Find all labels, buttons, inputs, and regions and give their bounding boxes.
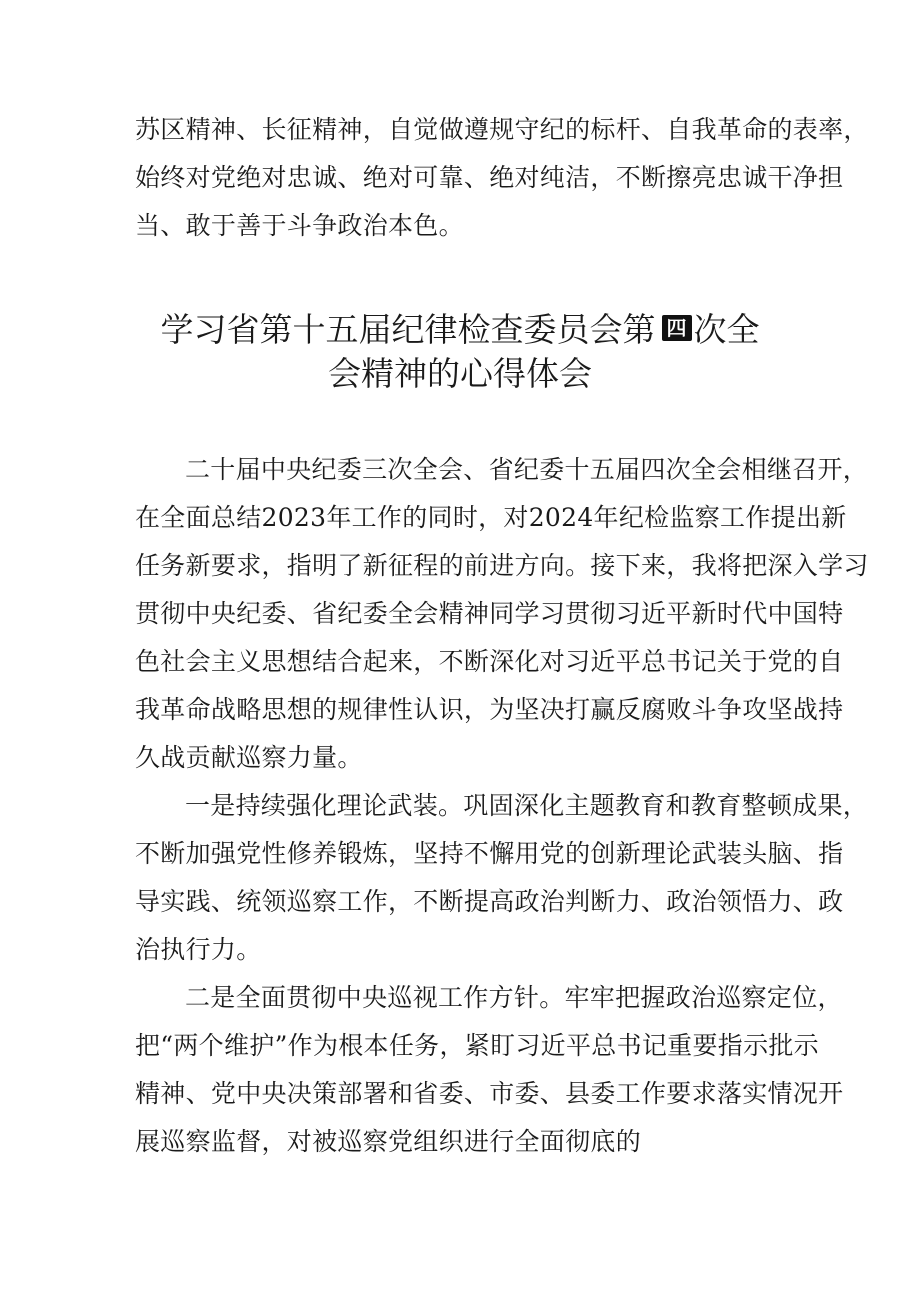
text-line: 任务新要求，指明了新征程的前进方向。接下来，我将把深入学习 (135, 551, 869, 580)
top-paragraph (135, 106, 869, 250)
text-line: 在全面总结2023年工作的同时，对2024年纪检监察工作提出新 (135, 503, 847, 532)
paragraph-point-two (135, 974, 844, 1166)
text-line: 二是全面贯彻中央巡视工作方针。牢牢把握政治巡察定位， (185, 983, 843, 1012)
title-highlight-mark: 四 (662, 315, 692, 341)
paragraph-point-one (135, 782, 869, 974)
text-line: 当、敢于善于斗争政治本色。 (135, 211, 464, 240)
text-line: 二十届中央纪委三次全会、省纪委十五届四次全会相继召开， (185, 455, 869, 484)
text-line: 精神、党中央决策部署和省委、市委、县委工作要求落实情况开 (135, 1079, 844, 1108)
text-line: 展巡察监督，对被巡察党组织进行全面彻底的 (135, 1127, 642, 1156)
text-line: 始终对党绝对忠诚、绝对可靠、绝对纯洁，不断擦亮忠诚干净担 (135, 163, 844, 192)
paragraph-intro (135, 446, 869, 782)
text-line: 导实践、统领巡察工作，不断提高政治判断力、政治领悟力、政 (135, 887, 844, 916)
page-title (0, 308, 920, 396)
text-line: 把“两个维护”作为根本任务，紧盯习近平总书记重要指示批示 (135, 1031, 819, 1060)
text-line: 一是持续强化理论武装。巩固深化主题教育和教育整顿成果， (185, 791, 869, 820)
title-line-2: 会精神的心得体会 (328, 354, 592, 393)
title-text-part2: 次全 (693, 310, 760, 349)
title-line-1 (0, 308, 920, 352)
text-line: 我革命战略思想的规律性认识，为坚决打赢反腐败斗争攻坚战持 (135, 695, 844, 724)
text-line: 贯彻中央纪委、省纪委全会精神同学习贯彻习近平新时代中国特 (135, 599, 844, 628)
text-line: 久战贡献巡察力量。 (135, 743, 363, 772)
text-line: 治执行力。 (135, 935, 262, 964)
text-line: 色社会主义思想结合起来，不断深化对习近平总书记关于党的自 (135, 647, 844, 676)
text-line: 不断加强党性修养锻炼，坚持不懈用党的创新理论武装头脑、指 (135, 839, 844, 868)
title-text-part1: 学习省第十五届纪律检查委员会第 (160, 310, 656, 349)
text-line: 苏区精神、长征精神，自觉做遵规守纪的标杆、自我革命的表率， (135, 115, 869, 144)
